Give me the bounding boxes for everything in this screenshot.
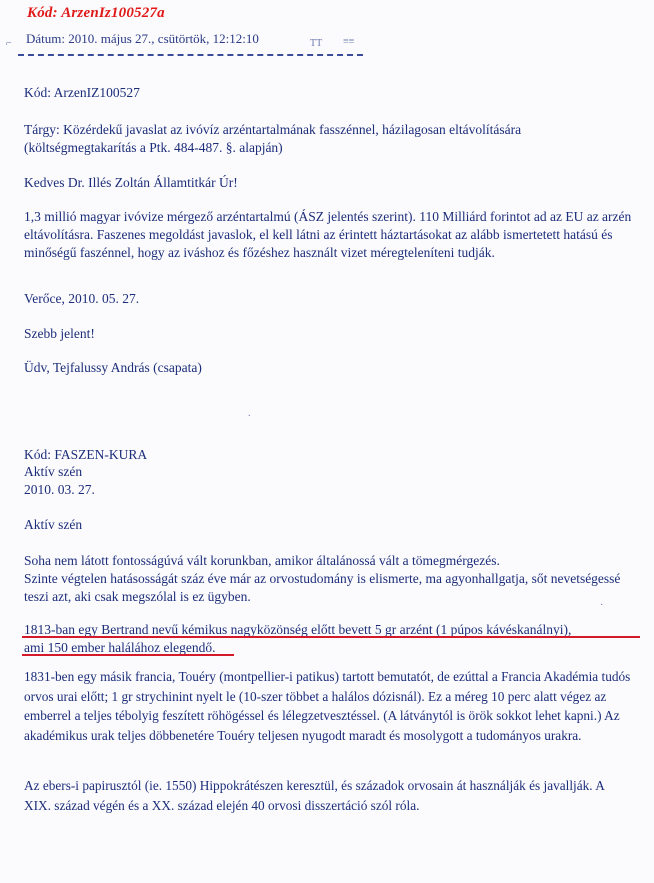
scan-mark: ≡≡ — [343, 36, 355, 47]
email-subject: Tárgy: Közérdekű javaslat az ivóvíz arzéntartalmának fasszénnel, házilagosan eltávolítására (költségmegtakarítás a Ptk. 484-487. §. alapján) — [24, 122, 522, 155]
email-greeting: Kedves Dr. Illés Zoltán Államtitkár Úr! — [24, 175, 238, 190]
email-date-text: Dátum: 2010. május 27., csütörtök, 12:12:10 — [26, 34, 259, 46]
header-dashed-rule — [18, 54, 363, 56]
red-underline-1 — [22, 636, 640, 638]
article-heading: Aktív szén — [24, 517, 83, 532]
scan-dot-mark: · — [600, 600, 604, 611]
article-paragraph-4: Az ebers-i papirusztól (ie. 1550) Hippokrátészen keresztül, és századok orvosain át használják és javallják. A XIX. század végén és a XX. század elején 40 orvosi disszertáció szól róla. — [24, 778, 605, 813]
paragraph-2-line-1: 1813-ban egy Bertrand nevű kémikus nagyközönség előtt bevett 5 gr arzént (1 púpos kávéskanálnyi), — [24, 622, 572, 637]
scan-tick-mark: ⌐ — [6, 38, 12, 49]
email-closing: Szebb jelent! — [24, 326, 95, 341]
email-place-date: Verőce, 2010. 05. 27. — [24, 291, 140, 306]
article-date: 2010. 03. 27. — [24, 482, 95, 497]
article-paragraph-3: 1831-ben egy másik francia, Touéry (montpellier-i patikus) tartott bemutatót, de ezúttal a Francia Akadémia tudós orvos urai előtt; 1 gr strychinint nyelt le (10-szer többet a halálos dózisnál). Ez a méreg 10 perc alatt végez az emberrel a teljes tébolyig feszített röhögéssel és lélegzetvesztéssel. (A látványtól is örök sokkot lehet kapni.) Az akadémikus urak teljes döbbenetére Touéry teljesen nyugodt maradt és mosolygott a tudományos urakra. — [24, 669, 631, 743]
article-code: Kód: FASZEN-KURA — [24, 447, 148, 462]
email-code: Kód: ArzenIZ100527 — [24, 85, 140, 100]
red-underline-2 — [22, 654, 234, 656]
scan-dot-mark: . — [248, 408, 251, 419]
paragraph-1-line-1: Soha nem látott fontosságúvá vált korunkban, amikor általánossá vált a tömegmérgezés. — [24, 553, 500, 568]
article-paragraph-2-highlighted — [24, 621, 654, 657]
paragraph-2-line-2: ami 150 ember halálához elegendő. — [24, 640, 216, 655]
document-code-stamp: Kód: ArzenIz100527a — [27, 5, 165, 21]
scan-mark: ТТ — [310, 38, 323, 49]
article-paragraph-1 — [24, 552, 636, 606]
email-body: 1,3 millió magyar ivóvize mérgező arzéntartalmú (ÁSZ jelentés szerint). 110 Milliárd forintot ad az EU az arzén eltávolításra. Faszenes megoldást javaslok, el kell látni az érintett háztartásokat az alább ismertetett hatású és minőségű faszénnel, hogy az iváshoz és főzéshez használt vizet méregteleníteni tudják. — [24, 209, 632, 260]
article-label: Aktív szén — [24, 464, 83, 479]
paragraph-1-line-2: Szinte végtelen hatásosságát száz éve már az orvostudomány is elismerte, ma agyonhallgatja, sőt nevetségessé teszi azt, aki csak megszólal is ez ügyben. — [24, 571, 621, 604]
email-signature: Üdv, Tejfalussy András (csapata) — [24, 360, 202, 375]
